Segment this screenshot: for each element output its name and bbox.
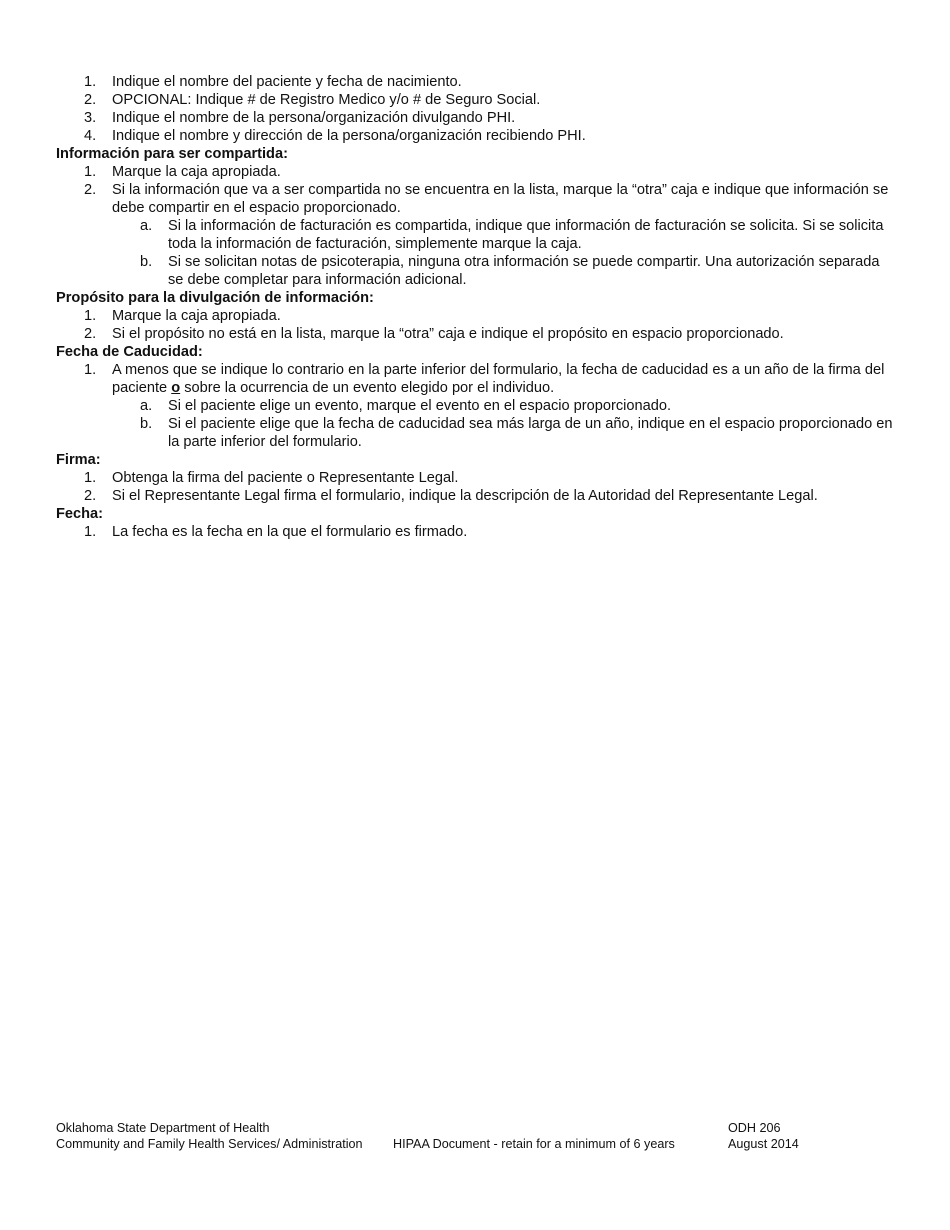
expiration-heading: Fecha de Caducidad: <box>56 344 203 360</box>
footer-form-date: August 2014 <box>728 1137 799 1151</box>
page-footer <box>56 1120 896 1152</box>
item-text-part: A menos que se indique lo contrario en la parte inferior del formulario, la fecha de caducidad es a un año de la firma del paciente <box>112 362 885 396</box>
signature-item <box>56 487 896 505</box>
info-subitem <box>56 217 896 253</box>
info-item <box>56 181 896 217</box>
footer-form-number: ODH 206 <box>728 1121 781 1135</box>
expiration-item <box>56 361 896 397</box>
subitem-text: Si el paciente elige un evento, marque el evento en el espacio proporcionado. <box>168 398 672 414</box>
signature-item <box>56 469 896 487</box>
purpose-heading: Propósito para la divulgación de información: <box>56 290 374 306</box>
item-number: 2. <box>84 326 97 342</box>
purpose-item <box>56 307 896 325</box>
intro-item <box>56 127 896 145</box>
subitem-text: Si se solicitan notas de psicoterapia, ninguna otra información se puede compartir. Una autorización separada se debe completar para información adicional. <box>168 254 880 288</box>
item-text: Marque la caja apropiada. <box>112 164 281 180</box>
expiration-subitem <box>56 415 896 451</box>
subitem-letter: b. <box>140 254 153 270</box>
subitem-text: Si el paciente elige que la fecha de caducidad sea más larga de un año, indique en el espacio proporcionado en la parte inferior del formulario. <box>168 416 893 450</box>
item-text: Si el Representante Legal firma el formulario, indique la descripción de la Autoridad del Representante Legal. <box>112 488 818 504</box>
item-text: Indique el nombre de la persona/organización divulgando PHI. <box>112 110 516 126</box>
item-number: 1. <box>84 308 97 324</box>
footer-department: Oklahoma State Department of Health <box>56 1121 270 1135</box>
item-number: 4. <box>84 128 97 144</box>
subitem-letter: b. <box>140 416 153 432</box>
item-text: Si el propósito no está en la lista, marque la “otra” caja e indique el propósito en espacio proporcionado. <box>112 326 784 342</box>
item-number: 2. <box>84 182 97 198</box>
subitem-letter: a. <box>140 218 153 234</box>
item-text: Indique el nombre y dirección de la persona/organización recibiendo PHI. <box>112 128 586 144</box>
item-text: Si la información que va a ser compartida no se encuentra en la lista, marque la “otra” caja e indique que información se debe compartir en el espacio proporcionado. <box>112 182 889 216</box>
purpose-item <box>56 325 896 343</box>
signature-heading: Firma: <box>56 452 101 468</box>
date-item <box>56 523 896 541</box>
item-text: OPCIONAL: Indique # de Registro Medico y/o # de Seguro Social. <box>112 92 541 108</box>
info-subitem <box>56 253 896 289</box>
intro-item <box>56 73 896 91</box>
intro-item <box>56 109 896 127</box>
date-heading: Fecha: <box>56 506 104 522</box>
item-number: 3. <box>84 110 97 126</box>
item-text: Marque la caja apropiada. <box>112 308 281 324</box>
emphasis-or: o <box>171 380 181 396</box>
info-item <box>56 163 896 181</box>
expiration-subitem <box>56 397 896 415</box>
instructions-document <box>56 73 896 541</box>
intro-item <box>56 91 896 109</box>
item-text-part: sobre la ocurrencia de un evento elegido por el individuo. <box>180 380 555 396</box>
item-number: 2. <box>84 92 97 108</box>
item-number: 1. <box>84 74 97 90</box>
item-text: Obtenga la firma del paciente o Representante Legal. <box>112 470 459 486</box>
item-number: 2. <box>84 488 97 504</box>
item-text: Indique el nombre del paciente y fecha de nacimiento. <box>112 74 462 90</box>
item-number: 1. <box>84 470 97 486</box>
item-number: 1. <box>84 362 97 378</box>
subitem-text: Si la información de facturación es compartida, indique que información de facturación se solicita. Si se solicita toda la información de facturación, simplemente marque la caja. <box>168 218 884 252</box>
item-text: La fecha es la fecha en la que el formulario es firmado. <box>112 524 468 540</box>
footer-division: Community and Family Health Services/ Administration <box>56 1137 363 1151</box>
item-number: 1. <box>84 164 97 180</box>
footer-hipaa-notice: HIPAA Document - retain for a minimum of 6 years <box>393 1137 675 1151</box>
item-number: 1. <box>84 524 97 540</box>
info-heading: Información para ser compartida: <box>56 146 288 162</box>
subitem-letter: a. <box>140 398 153 414</box>
